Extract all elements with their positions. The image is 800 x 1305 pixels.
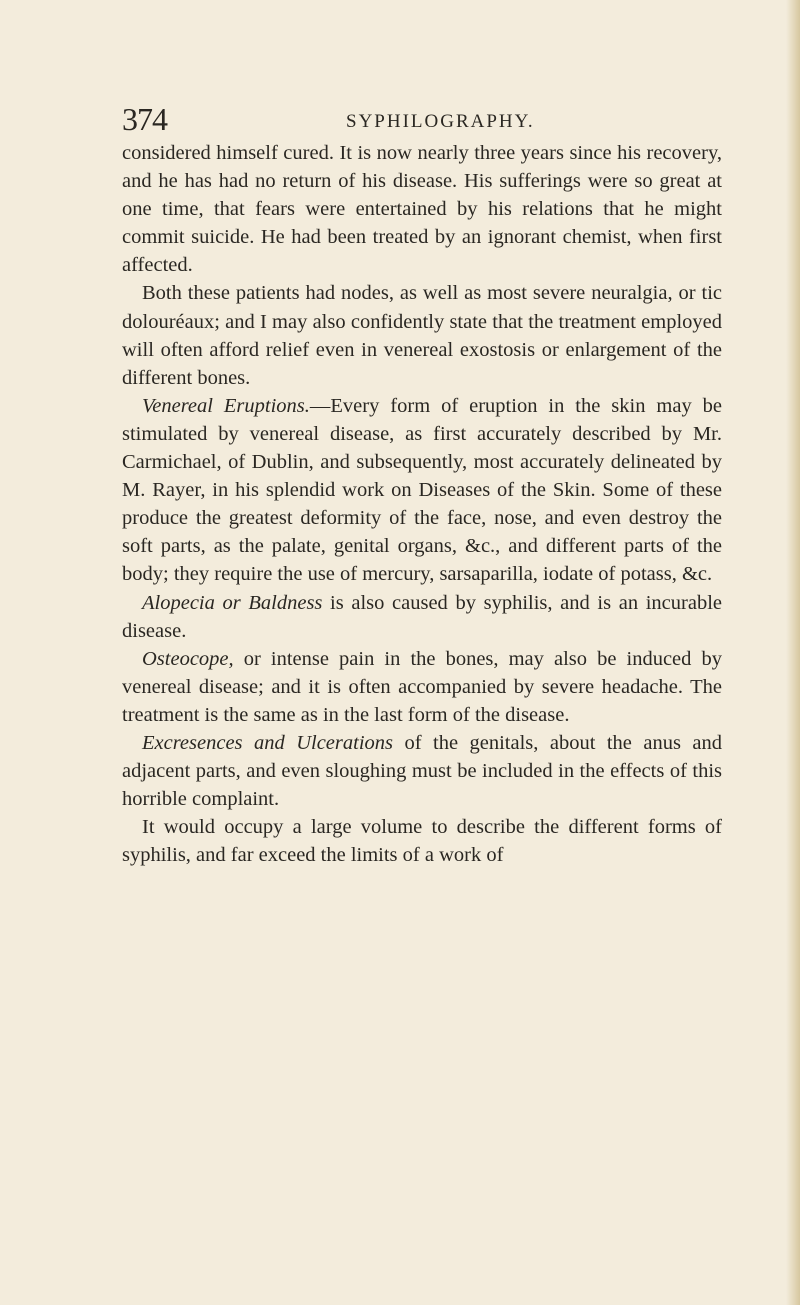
paragraph-text: is also caused by syphilis, and is an incurable disease. xyxy=(122,591,722,642)
paragraph xyxy=(122,139,722,279)
paragraph xyxy=(122,392,722,589)
paragraph-lead: Excresences and Ulcerations xyxy=(142,731,393,754)
page-number: 374 xyxy=(122,101,167,137)
paragraph xyxy=(122,589,722,645)
paragraph-text: —Every form of eruption in the skin may be stimulated by venereal disease, as first accurately described by Mr. Carmichael, of Dublin, and subsequently, most accurately delineated by M. Rayer, in his splendid work on Diseases of the Skin. Some of these produce the greatest deformity of the face, nose, and even destroy the soft parts, as the palate, genital organs, &c., and different parts of the body; they require the use of mercury, sarsaparilla, iodate of potass, &c. xyxy=(122,394,723,586)
page-edge-shadow xyxy=(786,0,800,1305)
paragraph xyxy=(122,645,722,729)
body-text xyxy=(122,139,722,869)
paragraph-lead: Osteocope, xyxy=(142,647,234,670)
page-header xyxy=(122,101,722,141)
paragraph-lead: Venereal Eruptions. xyxy=(142,394,310,417)
paragraph xyxy=(122,279,722,391)
running-head: SYPHILOGRAPHY. xyxy=(346,111,535,132)
paragraph-text: of the genitals, about the anus and adjacent parts, and even sloughing must be included in the effects of this horrible complaint. xyxy=(122,731,722,811)
paragraph-text: Both these patients had nodes, as well as most severe neuralgia, or tic dolouréaux; and I may also confidently state that the treatment employed will often afford relief even in venereal exostosis or enlargement of the different bones. xyxy=(122,282,722,389)
paragraph xyxy=(122,813,722,869)
paragraph-text: or intense pain in the bones, may also be induced by venereal disease; and it is often accompanied by severe headache. The treatment is the same as in the last form of the disease. xyxy=(122,647,722,726)
paragraph-lead: Alopecia or Baldness xyxy=(142,591,323,614)
paragraph-text: It would occupy a large volume to describe the different forms of syphilis, and far exceed the limits of a work of xyxy=(122,816,722,867)
paragraph-text: considered himself cured. It is now nearly three years since his recovery, and he has had no return of his disease. His sufferings were so great at one time, that fears were entertained by his relations that he might commit suicide. He had been treated by an ignorant chemist, when first affected. xyxy=(122,142,722,277)
paragraph xyxy=(122,729,722,813)
